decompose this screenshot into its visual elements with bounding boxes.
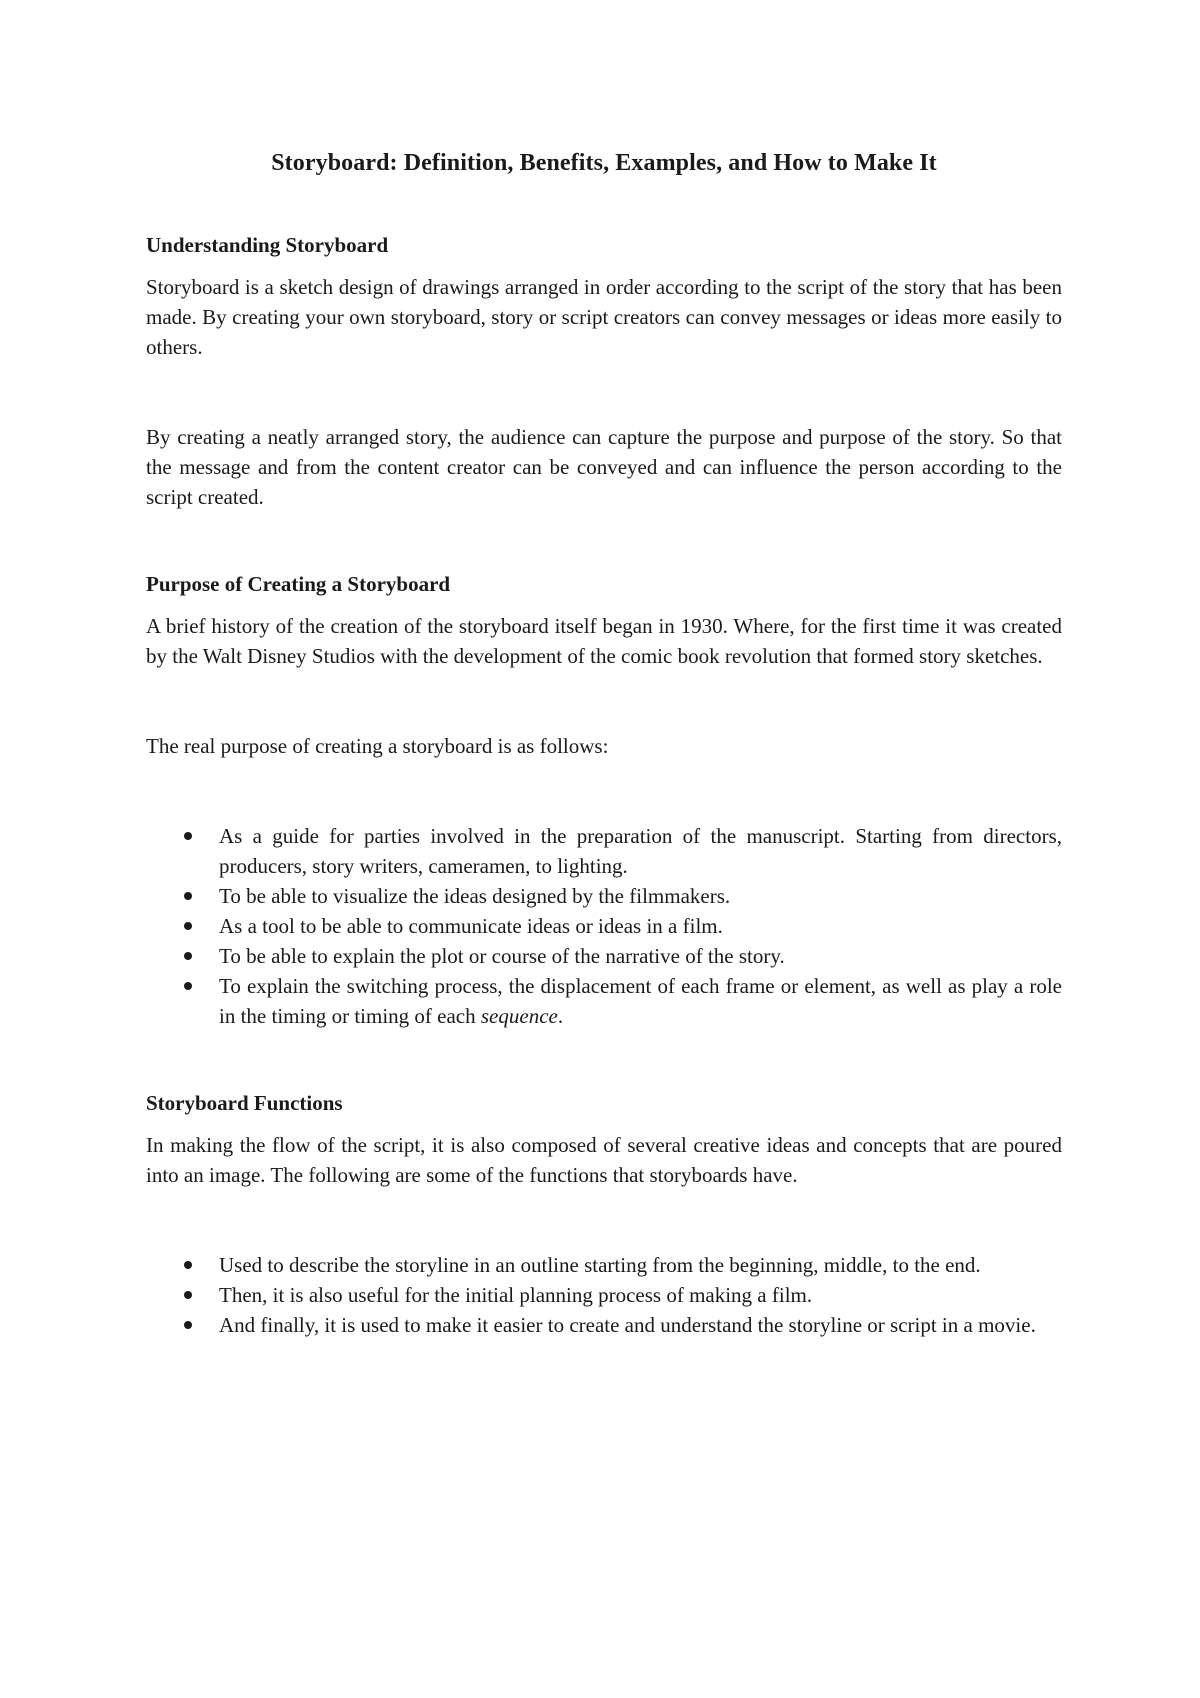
list-item-text: To be able to visualize the ideas designed by the filmmakers. [219, 884, 731, 908]
bullet-icon [184, 952, 192, 960]
bullet-icon [184, 1261, 192, 1269]
functions-list [146, 1250, 1062, 1340]
bullet-icon [184, 922, 192, 930]
list-item [146, 1280, 1062, 1310]
paragraph-understanding-1: Storyboard is a sketch design of drawings arranged in order according to the script of the story that has been made. By creating your own storyboard, story or script creators can convey messages or ideas more easily to others. [146, 275, 1062, 359]
heading-understanding: Understanding Storyboard [146, 233, 389, 257]
bullet-icon [184, 1321, 192, 1329]
list-item-text: To explain the switching process, the displacement of each frame or element, as well as play a role in the timing or timing of each [219, 974, 1062, 1028]
bullet-icon [184, 832, 192, 840]
paragraph-understanding-2: By creating a neatly arranged story, the audience can capture the purpose and purpose of the story. So that the message and from the content creator can be conveyed and can influence the person according to the script created. [146, 425, 1062, 509]
list-item [146, 971, 1062, 1031]
list-item-text: Then, it is also useful for the initial planning process of making a film. [219, 1283, 813, 1307]
list-item-text: To be able to explain the plot or course of the narrative of the story. [219, 944, 785, 968]
list-item-text: As a guide for parties involved in the preparation of the manuscript. Starting from directors, producers, story writers, cameramen, to lighting. [219, 824, 1062, 878]
list-item [146, 1310, 1062, 1340]
paragraph-purpose-2: The real purpose of creating a storyboard is as follows: [146, 734, 609, 758]
bullet-icon [184, 982, 192, 990]
heading-functions: Storyboard Functions [146, 1091, 343, 1115]
document-title: Storyboard: Definition, Benefits, Examples, and How to Make It [271, 150, 937, 176]
document-body [146, 150, 1062, 1340]
list-item-period: . [557, 1004, 564, 1028]
bullet-icon [184, 1291, 192, 1299]
list-item [146, 941, 1062, 971]
paragraph-functions-1: In making the flow of the script, it is also composed of several creative ideas and concepts that are poured into an image. The following are some of the functions that storyboards have. [146, 1133, 1062, 1187]
list-item-italic-term: sequence [480, 1004, 558, 1028]
bullet-icon [184, 892, 192, 900]
list-item [146, 911, 1062, 941]
heading-purpose: Purpose of Creating a Storyboard [146, 572, 451, 596]
list-item [146, 1250, 1062, 1280]
paragraph-purpose-1: A brief history of the creation of the storyboard itself began in 1930. Where, for the first time it was created by the Walt Disney Studios with the development of the comic book revolution that formed story sketches. [146, 614, 1062, 668]
list-item [146, 821, 1062, 881]
list-item-text: And finally, it is used to make it easier to create and understand the storyline or script in a movie. [219, 1313, 1036, 1337]
list-item-text: Used to describe the storyline in an outline starting from the beginning, middle, to the end. [219, 1253, 981, 1277]
list-item-text: As a tool to be able to communicate ideas or ideas in a film. [219, 914, 723, 938]
purpose-list [146, 821, 1062, 1031]
list-item [146, 881, 1062, 911]
